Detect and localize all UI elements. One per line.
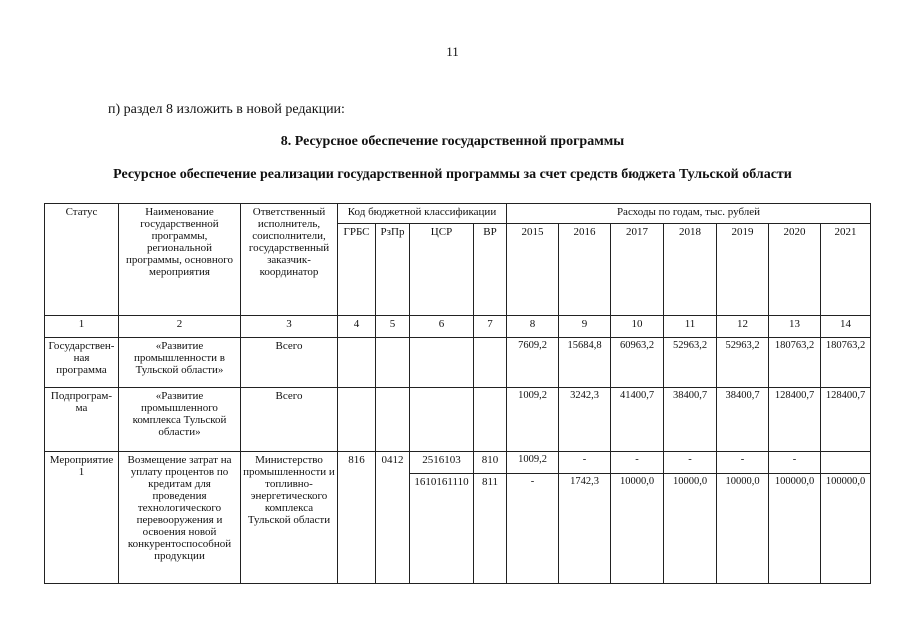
row-value: 10000,0 [717, 474, 769, 584]
header-year: 2021 [821, 224, 871, 316]
row-rzpr [376, 338, 410, 388]
row-status: Государствен-ная программа [45, 338, 119, 388]
row-executor: Министерство промышленности и топливно-энергетического комплекса Тульской области [241, 452, 338, 584]
row-value: 180763,2 [821, 338, 871, 388]
header-year: 2018 [664, 224, 717, 316]
header-year: 2016 [559, 224, 611, 316]
row-value: 7609,2 [507, 338, 559, 388]
row-value: - [717, 452, 769, 474]
row-vr [474, 388, 507, 452]
column-number-row [45, 316, 871, 338]
row-value: 15684,8 [559, 338, 611, 388]
header-expenses: Расходы по годам, тыс. рублей [507, 204, 871, 224]
row-value: 128400,7 [769, 388, 821, 452]
column-number: 13 [769, 316, 821, 338]
header-year: 2015 [507, 224, 559, 316]
row-value: - [664, 452, 717, 474]
header-year: 2020 [769, 224, 821, 316]
column-number: 6 [410, 316, 474, 338]
header-status: Статус [45, 204, 119, 316]
row-value: 180763,2 [769, 338, 821, 388]
row-rzpr [376, 388, 410, 452]
row-name: «Развитие промышленного комплекса Тульской области» [119, 388, 241, 452]
row-value: 1009,2 [507, 388, 559, 452]
column-number: 12 [717, 316, 769, 338]
header-budget-code: Код бюджетной классификации [338, 204, 507, 224]
table-row [45, 338, 871, 388]
column-number: 10 [611, 316, 664, 338]
column-number: 4 [338, 316, 376, 338]
page-number: 11 [446, 44, 459, 59]
header-name: Наименование государственной программы, региональной программы, основного мероприятия [119, 204, 241, 316]
row-csr: 2516103 [410, 452, 474, 474]
column-number: 11 [664, 316, 717, 338]
row-value: - [507, 474, 559, 584]
section-title: 8. Ресурсное обеспечение государственной программы [280, 134, 625, 149]
column-number: 9 [559, 316, 611, 338]
row-value: 100000,0 [769, 474, 821, 584]
row-csr [410, 338, 474, 388]
row-value: 38400,7 [664, 388, 717, 452]
column-number: 2 [119, 316, 241, 338]
row-value: 100000,0 [821, 474, 871, 584]
row-value: - [769, 452, 821, 474]
row-grbs [338, 388, 376, 452]
column-number: 7 [474, 316, 507, 338]
row-status: Мероприятие 1 [45, 452, 119, 584]
row-csr: 1610161110 [410, 474, 474, 584]
header-grbs: ГРБС [338, 224, 376, 316]
header-year: 2019 [717, 224, 769, 316]
row-value: 52963,2 [717, 338, 769, 388]
header-rzpr: РзПр [376, 224, 410, 316]
row-value: 41400,7 [611, 388, 664, 452]
row-grbs: 816 [338, 452, 376, 584]
header-vr: ВР [474, 224, 507, 316]
header-csr: ЦСР [410, 224, 474, 316]
row-name: Возмещение затрат на уплату процентов по кредитам для проведения технологического перевооружения и освоения новой конкурентоспособной продукции [119, 452, 241, 584]
row-vr: 811 [474, 474, 507, 584]
row-value: 38400,7 [717, 388, 769, 452]
column-number: 8 [507, 316, 559, 338]
intro-text: п) раздел 8 изложить в новой редакции: [108, 102, 345, 117]
header-year: 2017 [611, 224, 664, 316]
budget-table [44, 203, 871, 584]
table-row [45, 452, 871, 474]
row-vr: 810 [474, 452, 507, 474]
row-value: 128400,7 [821, 388, 871, 452]
row-value: 52963,2 [664, 338, 717, 388]
row-value: 60963,2 [611, 338, 664, 388]
row-executor: Всего [241, 388, 338, 452]
row-rzpr: 0412 [376, 452, 410, 584]
column-number: 14 [821, 316, 871, 338]
row-grbs [338, 338, 376, 388]
column-number: 1 [45, 316, 119, 338]
row-value: 3242,3 [559, 388, 611, 452]
table-title: Ресурсное обеспечение реализации государственной программы за счет средств бюджета Тульской области [113, 167, 792, 182]
row-status: Подпрограм-ма [45, 388, 119, 452]
column-number: 5 [376, 316, 410, 338]
row-value: 1009,2 [507, 452, 559, 474]
row-value: 10000,0 [664, 474, 717, 584]
row-name: «Развитие промышленности в Тульской области» [119, 338, 241, 388]
header-executor: Ответственный исполнитель, соисполнители, государственный заказчик-координатор [241, 204, 338, 316]
row-value: 10000,0 [611, 474, 664, 584]
row-value: 1742,3 [559, 474, 611, 584]
column-number: 3 [241, 316, 338, 338]
row-value: - [559, 452, 611, 474]
row-vr [474, 338, 507, 388]
row-csr [410, 388, 474, 452]
table-row [45, 388, 871, 452]
row-executor: Всего [241, 338, 338, 388]
row-value: - [611, 452, 664, 474]
row-value [821, 452, 871, 474]
